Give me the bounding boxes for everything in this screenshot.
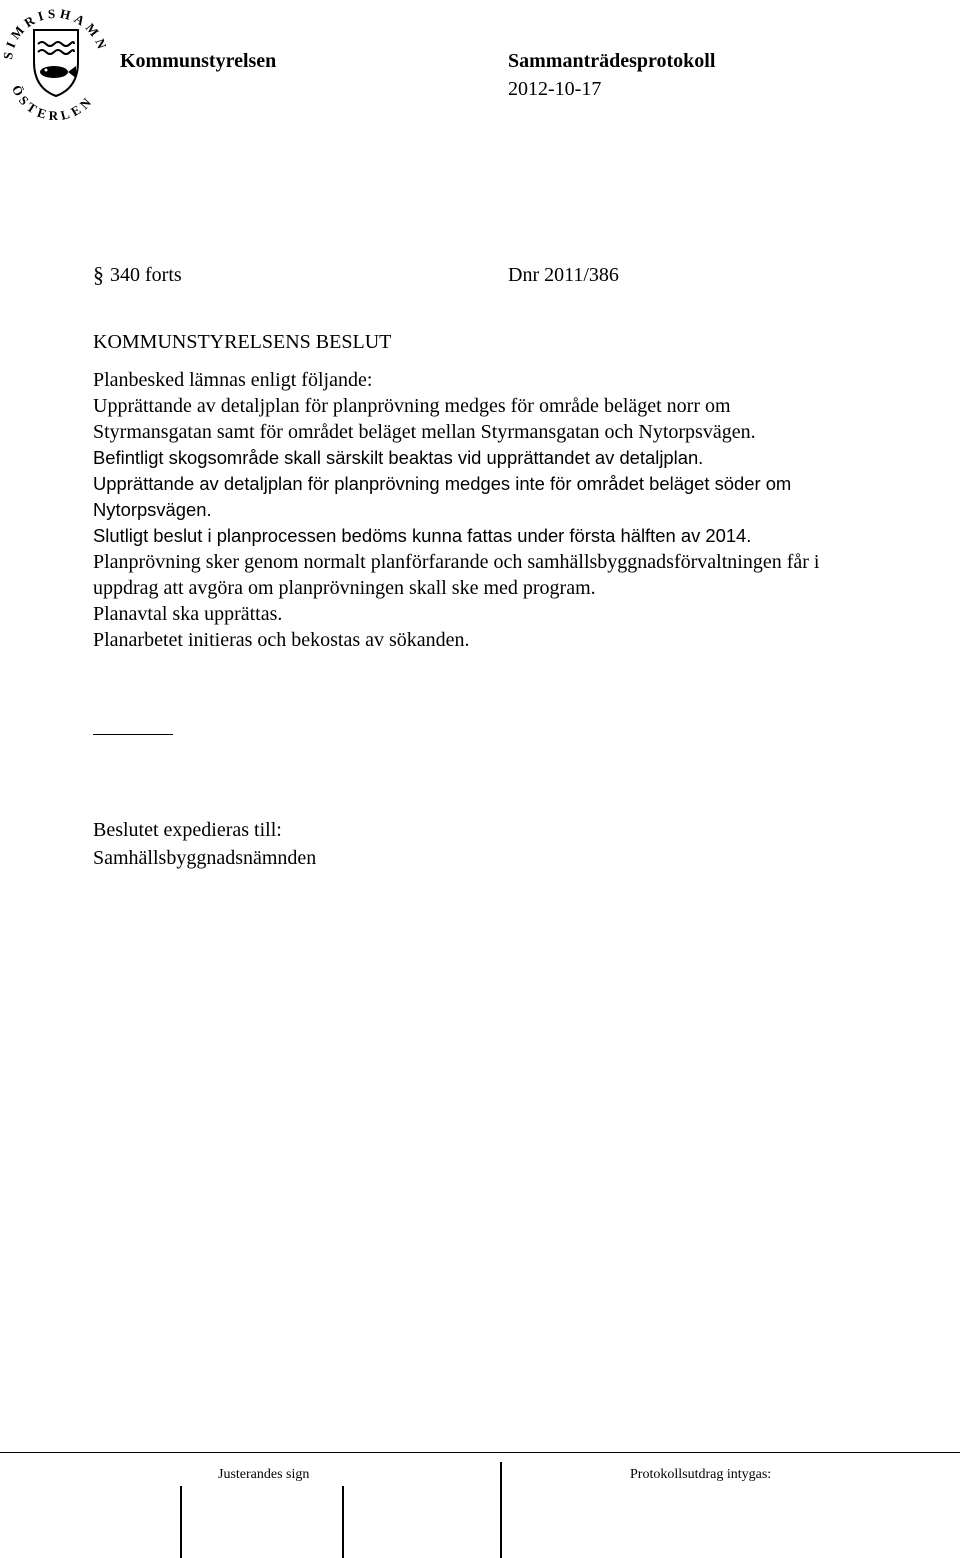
signature-box-divider bbox=[342, 1486, 344, 1558]
paragraph-sign: § bbox=[93, 262, 104, 287]
decision-line: Planbesked lämnas enligt följande: bbox=[93, 369, 373, 391]
section-divider bbox=[93, 734, 173, 735]
distribution-block bbox=[93, 816, 316, 872]
decision-line: Planarbetet initieras och bekostas av sökanden. bbox=[93, 629, 470, 651]
decision-line: Befintligt skogsområde skall särskilt beaktas vid upprättandet av detaljplan. bbox=[93, 447, 704, 468]
signature-box-divider bbox=[500, 1462, 502, 1558]
decision-line: Upprättande av detaljplan för planprövning medges inte för området beläget söder om bbox=[93, 473, 792, 494]
decision-line: Planprövning sker genom normalt planförfarande och samhällsbyggnadsförvaltningen får i bbox=[93, 551, 820, 573]
protokollsutdrag-label: Protokollsutdrag intygas: bbox=[630, 1467, 772, 1482]
document-type: Sammanträdesprotokoll bbox=[508, 50, 716, 72]
section-number: 340 forts bbox=[110, 264, 182, 286]
decision-line: Nytorpsvägen. bbox=[93, 499, 212, 520]
distribution-recipient: Samhällsbyggnadsnämnden bbox=[93, 847, 317, 869]
organization-name: Kommunstyrelsen bbox=[120, 50, 277, 72]
justerandes-sign-label: Justerandes sign bbox=[218, 1467, 310, 1482]
decision-line: uppdrag att avgöra om planprövningen skall ske med program. bbox=[93, 577, 596, 599]
svg-text:SIMRISHAMN: SIMRISHAMN bbox=[0, 5, 111, 61]
decision-heading: KOMMUNSTYRELSENS BESLUT bbox=[93, 331, 392, 353]
decision-line: Planavtal ska upprättas. bbox=[93, 603, 283, 625]
diary-number: Dnr 2011/386 bbox=[508, 264, 619, 286]
distribution-label: Beslutet expedieras till: bbox=[93, 819, 282, 841]
meeting-date: 2012-10-17 bbox=[508, 78, 602, 100]
municipality-seal-logo bbox=[0, 0, 112, 120]
footer-divider bbox=[0, 1452, 960, 1453]
decision-line: Slutligt beslut i planprocessen bedöms kunna fattas under första hälften av 2014. bbox=[93, 525, 752, 546]
svg-text:ÖSTERLEN: ÖSTERLEN bbox=[8, 82, 97, 120]
decision-line: Styrmansgatan samt för området beläget mellan Styrmansgatan och Nytorpsvägen. bbox=[93, 421, 756, 443]
decision-line: Upprättande av detaljplan för planprövning medges för område beläget norr om bbox=[93, 395, 731, 417]
signature-box-divider bbox=[180, 1486, 182, 1558]
